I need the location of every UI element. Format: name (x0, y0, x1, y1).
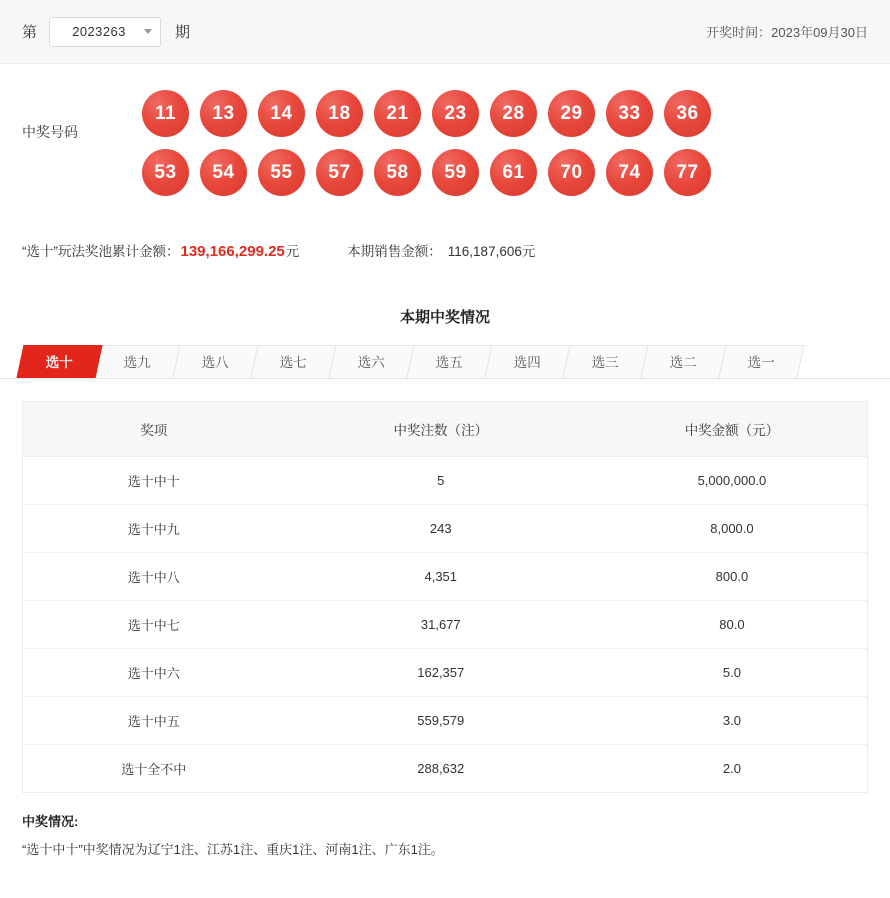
tab-xuan-er[interactable] (640, 345, 726, 378)
column-header-prize: 奖项 (23, 402, 285, 456)
note-title: 中奖情况: (22, 814, 79, 829)
cell-count: 4,351 (285, 552, 597, 600)
issue-select-value: 2023263 (72, 24, 126, 39)
table-row (23, 456, 867, 504)
tab-xuan-si[interactable] (484, 345, 570, 378)
number-ball: 59 (432, 149, 479, 196)
table-row (23, 600, 867, 648)
number-ball: 55 (258, 149, 305, 196)
tab-label: 选五 (435, 355, 463, 370)
issue-select[interactable] (49, 17, 161, 47)
tab-xuan-liu[interactable] (328, 345, 414, 378)
table-row (23, 696, 867, 744)
table-header-row (23, 402, 867, 456)
cell-prize: 选十中九 (23, 504, 285, 552)
cell-prize: 选十中十 (23, 456, 285, 504)
tab-label: 选十 (45, 355, 73, 370)
tab-label: 选六 (357, 355, 385, 370)
prize-table-container (22, 401, 868, 793)
number-ball: 23 (432, 90, 479, 137)
tab-label: 选八 (201, 355, 229, 370)
cell-amount: 800.0 (597, 552, 867, 600)
tab-label: 选四 (513, 355, 541, 370)
cell-amount: 8,000.0 (597, 504, 867, 552)
prize-table (23, 402, 867, 792)
pool-amount-value: 139,166,299.25 (180, 243, 285, 260)
cell-count: 288,632 (417, 760, 465, 776)
draw-time-label: 开奖时间：2023年09月30日 (706, 25, 868, 40)
number-ball: 74 (606, 149, 653, 196)
number-ball: 61 (490, 149, 537, 196)
tab-label: 选九 (123, 355, 151, 370)
cell-amount: 2.0 (722, 760, 741, 776)
page-title: 本期中奖情况 (399, 309, 490, 326)
play-type-tabs (0, 345, 890, 379)
issue-prefix-label: 第 (22, 24, 38, 41)
winning-detail-note (0, 793, 890, 867)
cell-prize: 选十中六 (23, 648, 285, 696)
tab-xuan-yi[interactable] (718, 345, 804, 378)
tab-xuan-wu[interactable] (406, 345, 492, 378)
number-ball: 33 (606, 90, 653, 137)
number-ball: 36 (664, 90, 711, 137)
amounts-row (0, 214, 890, 260)
cell-prize: 选十全不中 (121, 761, 187, 777)
cell-count: 559,579 (285, 696, 597, 744)
table-row (23, 504, 867, 552)
winning-numbers-label: 中奖号码 (22, 124, 78, 140)
number-ball: 53 (142, 149, 189, 196)
tab-label: 选二 (669, 355, 697, 370)
number-ball: 29 (548, 90, 595, 137)
winning-numbers-row-1 (134, 90, 868, 137)
number-ball: 28 (490, 90, 537, 137)
cell-prize: 选十中五 (23, 696, 285, 744)
tab-xuan-qi[interactable] (250, 345, 336, 378)
winning-numbers-balls (134, 90, 868, 208)
tab-xuan-jiu[interactable] (94, 345, 180, 378)
table-row (23, 744, 867, 792)
pool-amount-unit: 元 (285, 244, 300, 259)
number-ball: 58 (374, 149, 421, 196)
cell-count: 243 (285, 504, 597, 552)
cell-count: 5 (285, 456, 597, 504)
tab-xuan-san[interactable] (562, 345, 648, 378)
sales-amount-label: 本期销售金额： (347, 244, 442, 259)
number-ball: 14 (258, 90, 305, 137)
number-ball: 77 (664, 149, 711, 196)
table-row (23, 552, 867, 600)
number-ball: 13 (200, 90, 247, 137)
number-ball: 54 (200, 149, 247, 196)
cell-amount: 5,000,000.0 (597, 456, 867, 504)
number-ball: 18 (316, 90, 363, 137)
number-ball: 11 (142, 90, 189, 137)
table-row (23, 648, 867, 696)
number-ball: 21 (374, 90, 421, 137)
winning-numbers-row-2 (134, 149, 868, 196)
cell-count: 31,677 (285, 600, 597, 648)
cell-prize: 选十中七 (23, 600, 285, 648)
issue-selector-bar (0, 0, 890, 64)
pool-amount-label: “选十”玩法奖池累计金额： (22, 244, 180, 259)
tab-xuan-shi[interactable] (16, 345, 102, 378)
number-ball: 70 (548, 149, 595, 196)
number-ball: 57 (316, 149, 363, 196)
chevron-down-icon (144, 29, 152, 34)
tab-label: 选一 (747, 355, 775, 370)
tab-label: 选三 (591, 355, 619, 370)
note-text: “选十中十”中奖情况为辽宁1注、江苏1注、重庆1注、河南1注、广东1注。 (22, 842, 444, 857)
winning-numbers-section (0, 64, 890, 214)
cell-amount: 5.0 (597, 648, 867, 696)
tab-label: 选七 (279, 355, 307, 370)
cell-amount: 80.0 (597, 600, 867, 648)
column-header-amount: 中奖金额（元） (597, 402, 867, 456)
cell-count: 162,357 (285, 648, 597, 696)
cell-amount: 3.0 (597, 696, 867, 744)
sales-amount-value: 116,187,606元 (447, 244, 536, 259)
cell-prize: 选十中八 (23, 552, 285, 600)
issue-suffix-label: 期 (175, 24, 191, 41)
column-header-count: 中奖注数（注） (285, 402, 597, 456)
tab-xuan-ba[interactable] (172, 345, 258, 378)
